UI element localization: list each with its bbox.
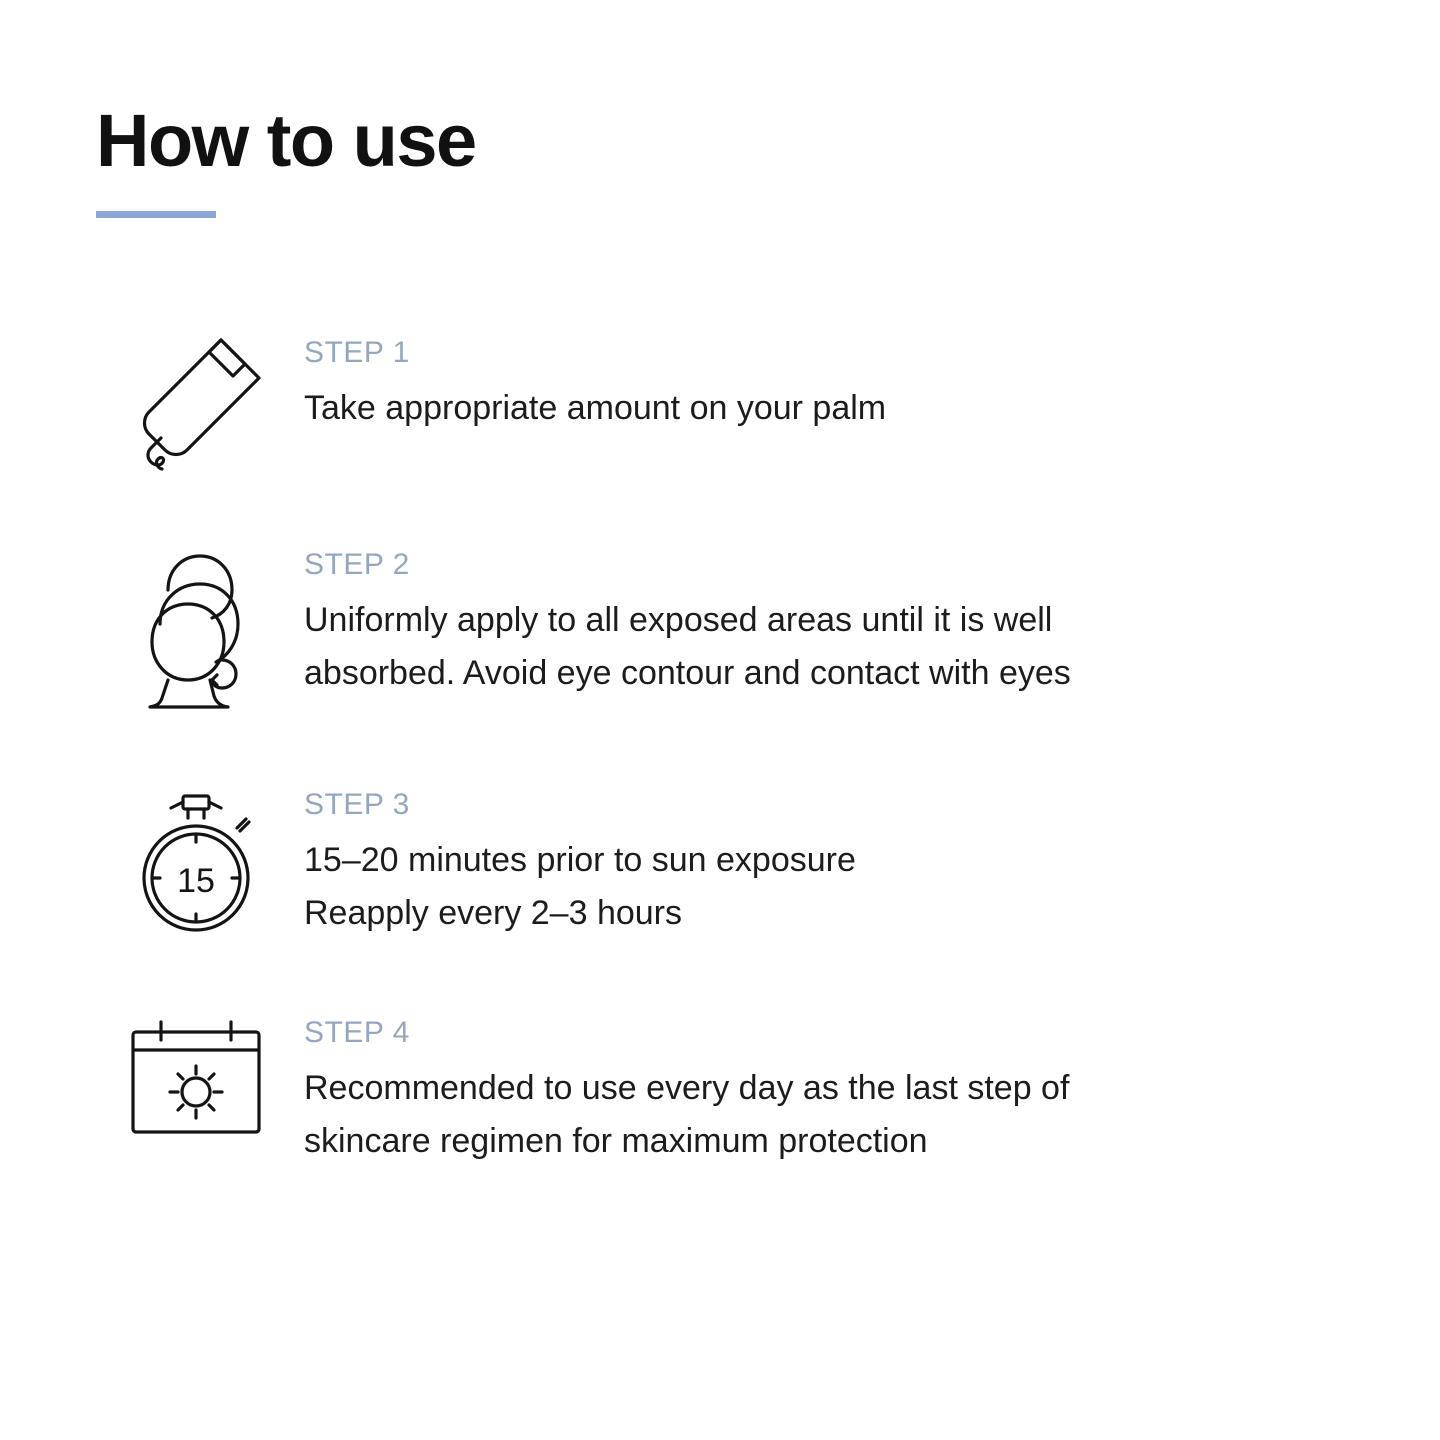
face-apply-icon (116, 546, 276, 718)
step-text-line: Recommended to use every day as the last step of (304, 1069, 1070, 1108)
step-label: STEP 2 (304, 548, 410, 582)
step-text-line: 15–20 minutes prior to sun exposure (304, 841, 856, 880)
title-underline-rule (96, 211, 216, 218)
step-1-body (296, 328, 886, 435)
cream-tube-icon (121, 328, 271, 478)
step-label: STEP 4 (304, 1016, 410, 1050)
stopwatch-15-icon (121, 786, 271, 946)
step-3-icon-wrap (96, 780, 296, 946)
step-item (96, 1008, 1344, 1167)
step-text-line: absorbed. Avoid eye contour and contact with eyes (304, 654, 1071, 693)
step-2-body (296, 540, 1071, 699)
step-item (96, 540, 1344, 718)
steps-list (96, 328, 1344, 1167)
step-4-body (296, 1008, 1069, 1167)
step-label: STEP 3 (304, 788, 410, 822)
step-text-line: skincare regimen for maximum protection (304, 1122, 928, 1161)
page-title: How to use (96, 99, 476, 182)
step-item (96, 780, 1344, 946)
step-1-icon-wrap (96, 328, 296, 478)
step-item (96, 328, 1344, 478)
step-2-icon-wrap (96, 540, 296, 718)
calendar-sun-icon (121, 1014, 271, 1144)
step-text-line: Reapply every 2–3 hours (304, 894, 683, 933)
step-4-icon-wrap (96, 1008, 296, 1144)
step-label: STEP 1 (304, 336, 410, 370)
step-text-line: Uniformly apply to all exposed areas until it is well (304, 601, 1053, 640)
step-text-line: Take appropriate amount on your palm (304, 389, 887, 428)
step-3-body (296, 780, 856, 939)
stopwatch-number: 15 (177, 862, 215, 901)
